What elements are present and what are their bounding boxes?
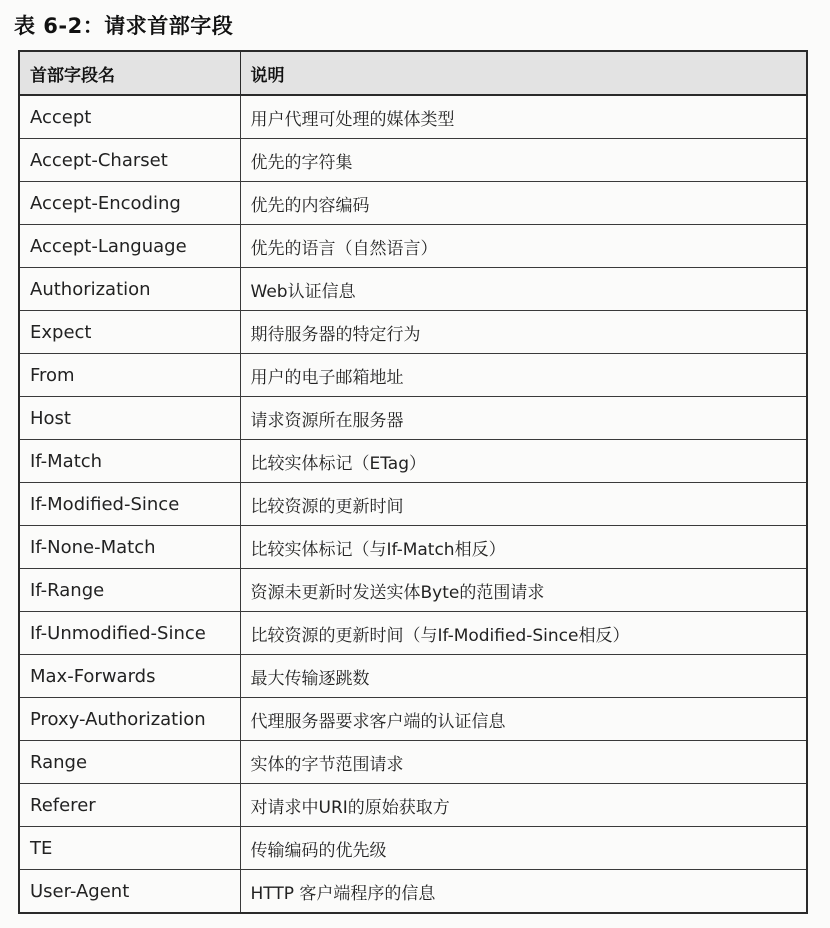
description-cell: 请求资源所在服务器: [240, 397, 807, 440]
table-row: [19, 569, 807, 612]
field-name-cell: Range: [19, 741, 240, 784]
field-name-cell: Accept-Encoding: [19, 182, 240, 225]
description-cell: 优先的语言（自然语言）: [240, 225, 807, 268]
table-row: [19, 95, 807, 139]
table-row: [19, 698, 807, 741]
table-row: [19, 827, 807, 870]
description-cell: 最大传输逐跳数: [240, 655, 807, 698]
table-row: [19, 440, 807, 483]
description-cell: 资源未更新时发送实体Byte的范围请求: [240, 569, 807, 612]
description-cell: Web认证信息: [240, 268, 807, 311]
field-name-cell: Authorization: [19, 268, 240, 311]
field-name-cell: Accept-Charset: [19, 139, 240, 182]
table-row: [19, 526, 807, 569]
table-row: [19, 655, 807, 698]
field-name-cell: TE: [19, 827, 240, 870]
table-row: [19, 784, 807, 827]
table-header-row: [19, 51, 807, 95]
description-cell: 代理服务器要求客户端的认证信息: [240, 698, 807, 741]
table-row: [19, 354, 807, 397]
table-row: [19, 268, 807, 311]
description-cell: 用户代理可处理的媒体类型: [240, 95, 807, 139]
table-row: [19, 397, 807, 440]
field-name-cell: From: [19, 354, 240, 397]
table-row: [19, 139, 807, 182]
table-row: [19, 483, 807, 526]
table-row: [19, 612, 807, 655]
description-cell: 优先的内容编码: [240, 182, 807, 225]
field-name-cell: User-Agent: [19, 870, 240, 914]
table-caption: 表 6-2：请求首部字段: [14, 14, 234, 38]
description-cell: 用户的电子邮箱地址: [240, 354, 807, 397]
request-header-table: [18, 50, 808, 914]
description-cell: 期待服务器的特定行为: [240, 311, 807, 354]
field-name-cell: If-Modified-Since: [19, 483, 240, 526]
description-cell: 实体的字节范围请求: [240, 741, 807, 784]
field-name-cell: If-None-Match: [19, 526, 240, 569]
column-header-field-name: 首部字段名: [19, 51, 240, 95]
description-cell: 优先的字符集: [240, 139, 807, 182]
field-name-cell: Proxy-Authorization: [19, 698, 240, 741]
field-name-cell: Accept: [19, 95, 240, 139]
description-cell: 比较实体标记（与If-Match相反）: [240, 526, 807, 569]
description-cell: 对请求中URI的原始获取方: [240, 784, 807, 827]
table-row: [19, 870, 807, 914]
field-name-cell: If-Unmodified-Since: [19, 612, 240, 655]
description-cell: 比较资源的更新时间: [240, 483, 807, 526]
table-row: [19, 225, 807, 268]
field-name-cell: If-Match: [19, 440, 240, 483]
table-row: [19, 311, 807, 354]
description-cell: 传输编码的优先级: [240, 827, 807, 870]
field-name-cell: Host: [19, 397, 240, 440]
table-row: [19, 741, 807, 784]
field-name-cell: Max-Forwards: [19, 655, 240, 698]
field-name-cell: Accept-Language: [19, 225, 240, 268]
field-name-cell: If-Range: [19, 569, 240, 612]
field-name-cell: Expect: [19, 311, 240, 354]
description-cell: HTTP 客户端程序的信息: [240, 870, 807, 914]
column-header-description: 说明: [240, 51, 807, 95]
description-cell: 比较资源的更新时间（与If-Modified-Since相反）: [240, 612, 807, 655]
table-row: [19, 182, 807, 225]
request-header-table-container: [18, 50, 808, 914]
field-name-cell: Referer: [19, 784, 240, 827]
description-cell: 比较实体标记（ETag）: [240, 440, 807, 483]
